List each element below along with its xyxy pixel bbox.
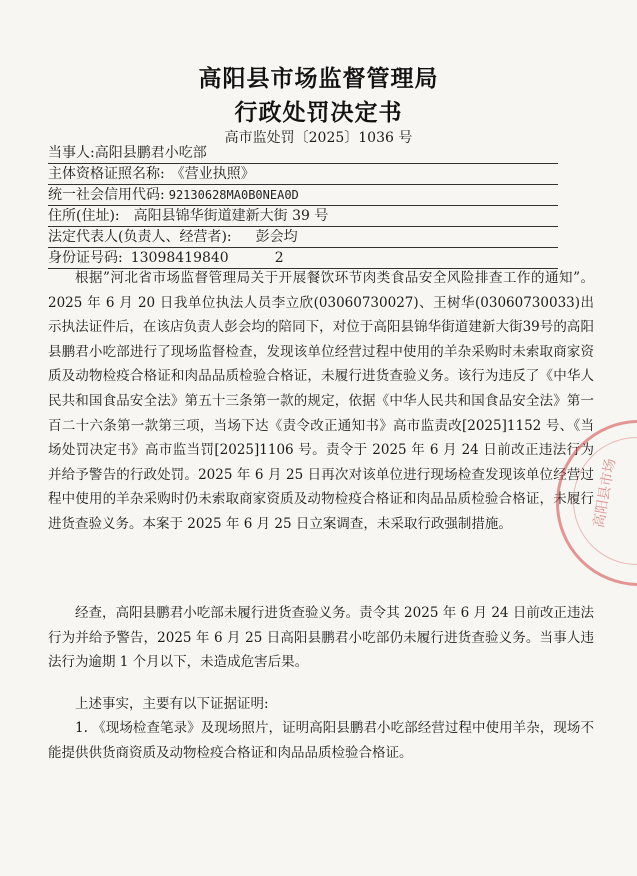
- party-row: [48, 143, 207, 163]
- representative-row: [48, 227, 298, 247]
- representative-label: 法定代表人(负责人、经营者):: [48, 229, 232, 245]
- evidence-item-1: 1. 《现场检查笔录》及现场照片，证明高阳县鹏君小吃部经营过程中使用羊杂，现场不能提供供货商资质及动物检疫合格证和肉品品质检验合格证。: [48, 720, 594, 761]
- id-label: 身份证号码:: [48, 250, 123, 266]
- address-row: [48, 206, 328, 226]
- seal-text: 高阳县市场: [591, 457, 619, 530]
- party-value: 高阳县鹏君小吃部: [94, 145, 207, 161]
- address-label: 住所(住址):: [48, 208, 120, 224]
- credit-value: 92130628MA0B0NEA0D: [168, 188, 299, 202]
- representative-value: 彭会均: [255, 229, 298, 245]
- credit-label: 统一社会信用代码:: [48, 187, 165, 203]
- party-label: 当事人:: [48, 145, 95, 161]
- id-row: [48, 248, 284, 268]
- address-value: 高阳县锦华街道建新大街 39 号: [133, 208, 329, 224]
- document-title-agency: 高阳县市场监督管理局: [198, 66, 439, 92]
- license-value: 《营业执照》: [170, 166, 255, 182]
- document-title-type: 行政处罚决定书: [234, 100, 403, 126]
- facts-paragraph: 根据”河北省市场监督管理局关于开展餐饮环节肉类食品安全风险排查工作的通知”。2025 年 6 月 20 日我单位执法人员李立欣(03060730027)、王树华(03060730033)出示执法证件后，在该店负责人彭会均的陪同下，对位于高阳县锦华街道建新大街39号的高阳县鹏君小吃部进行了现场监督检查，发现该单位经营过程中使用的羊杂采购时未索取商家资质及动物检疫合格证和肉品品质检验合格证，未履行进货查验义务。该行为违反了《中华人民共和国食品安全法》第五十三条第一款的规定，依据《中华人民共和国食品安全法》第一百二十六条第一款第三项，当场下达《责令改正通知书》高市监责改[2025]1152 号、《当场处罚决定书》高市监当罚[2025]1106 号。责令于 2025 年 6 月 24 日前改正违法行为并给予警告的行政处罚。2025 年 6 月 25 日再次对该单位进行现场检查发现该单位经营过程中使用的羊杂采购时仍未索取商家资质及动物检疫合格证和肉品品质检验合格证，未履行进货查验义务。本案于 2025 年 6 月 25 日立案调查，未采取行政强制措施。: [48, 270, 594, 532]
- evidence-intro: 上述事实，主要有以下证据证明:: [75, 696, 269, 712]
- license-row: [48, 164, 255, 184]
- license-label: 主体资格证照名称:: [48, 166, 165, 182]
- document-number: 高市监处罚〔2025〕1036 号: [224, 130, 413, 146]
- id-value: 13098419840: [130, 250, 229, 266]
- credit-row: [48, 185, 299, 205]
- investigation-paragraph: 经查，高阳县鹏君小吃部未履行进货查验义务。责令其 2025 年 6 月 24 日前改正违法行为并给予警告，2025 年 6 月 25 日高阳县鹏君小吃部仍未履行进货查验义务。当事人违法行为逾期 1 个月以下，未造成危害后果。: [48, 605, 594, 671]
- id-value-tail: 2: [274, 250, 284, 266]
